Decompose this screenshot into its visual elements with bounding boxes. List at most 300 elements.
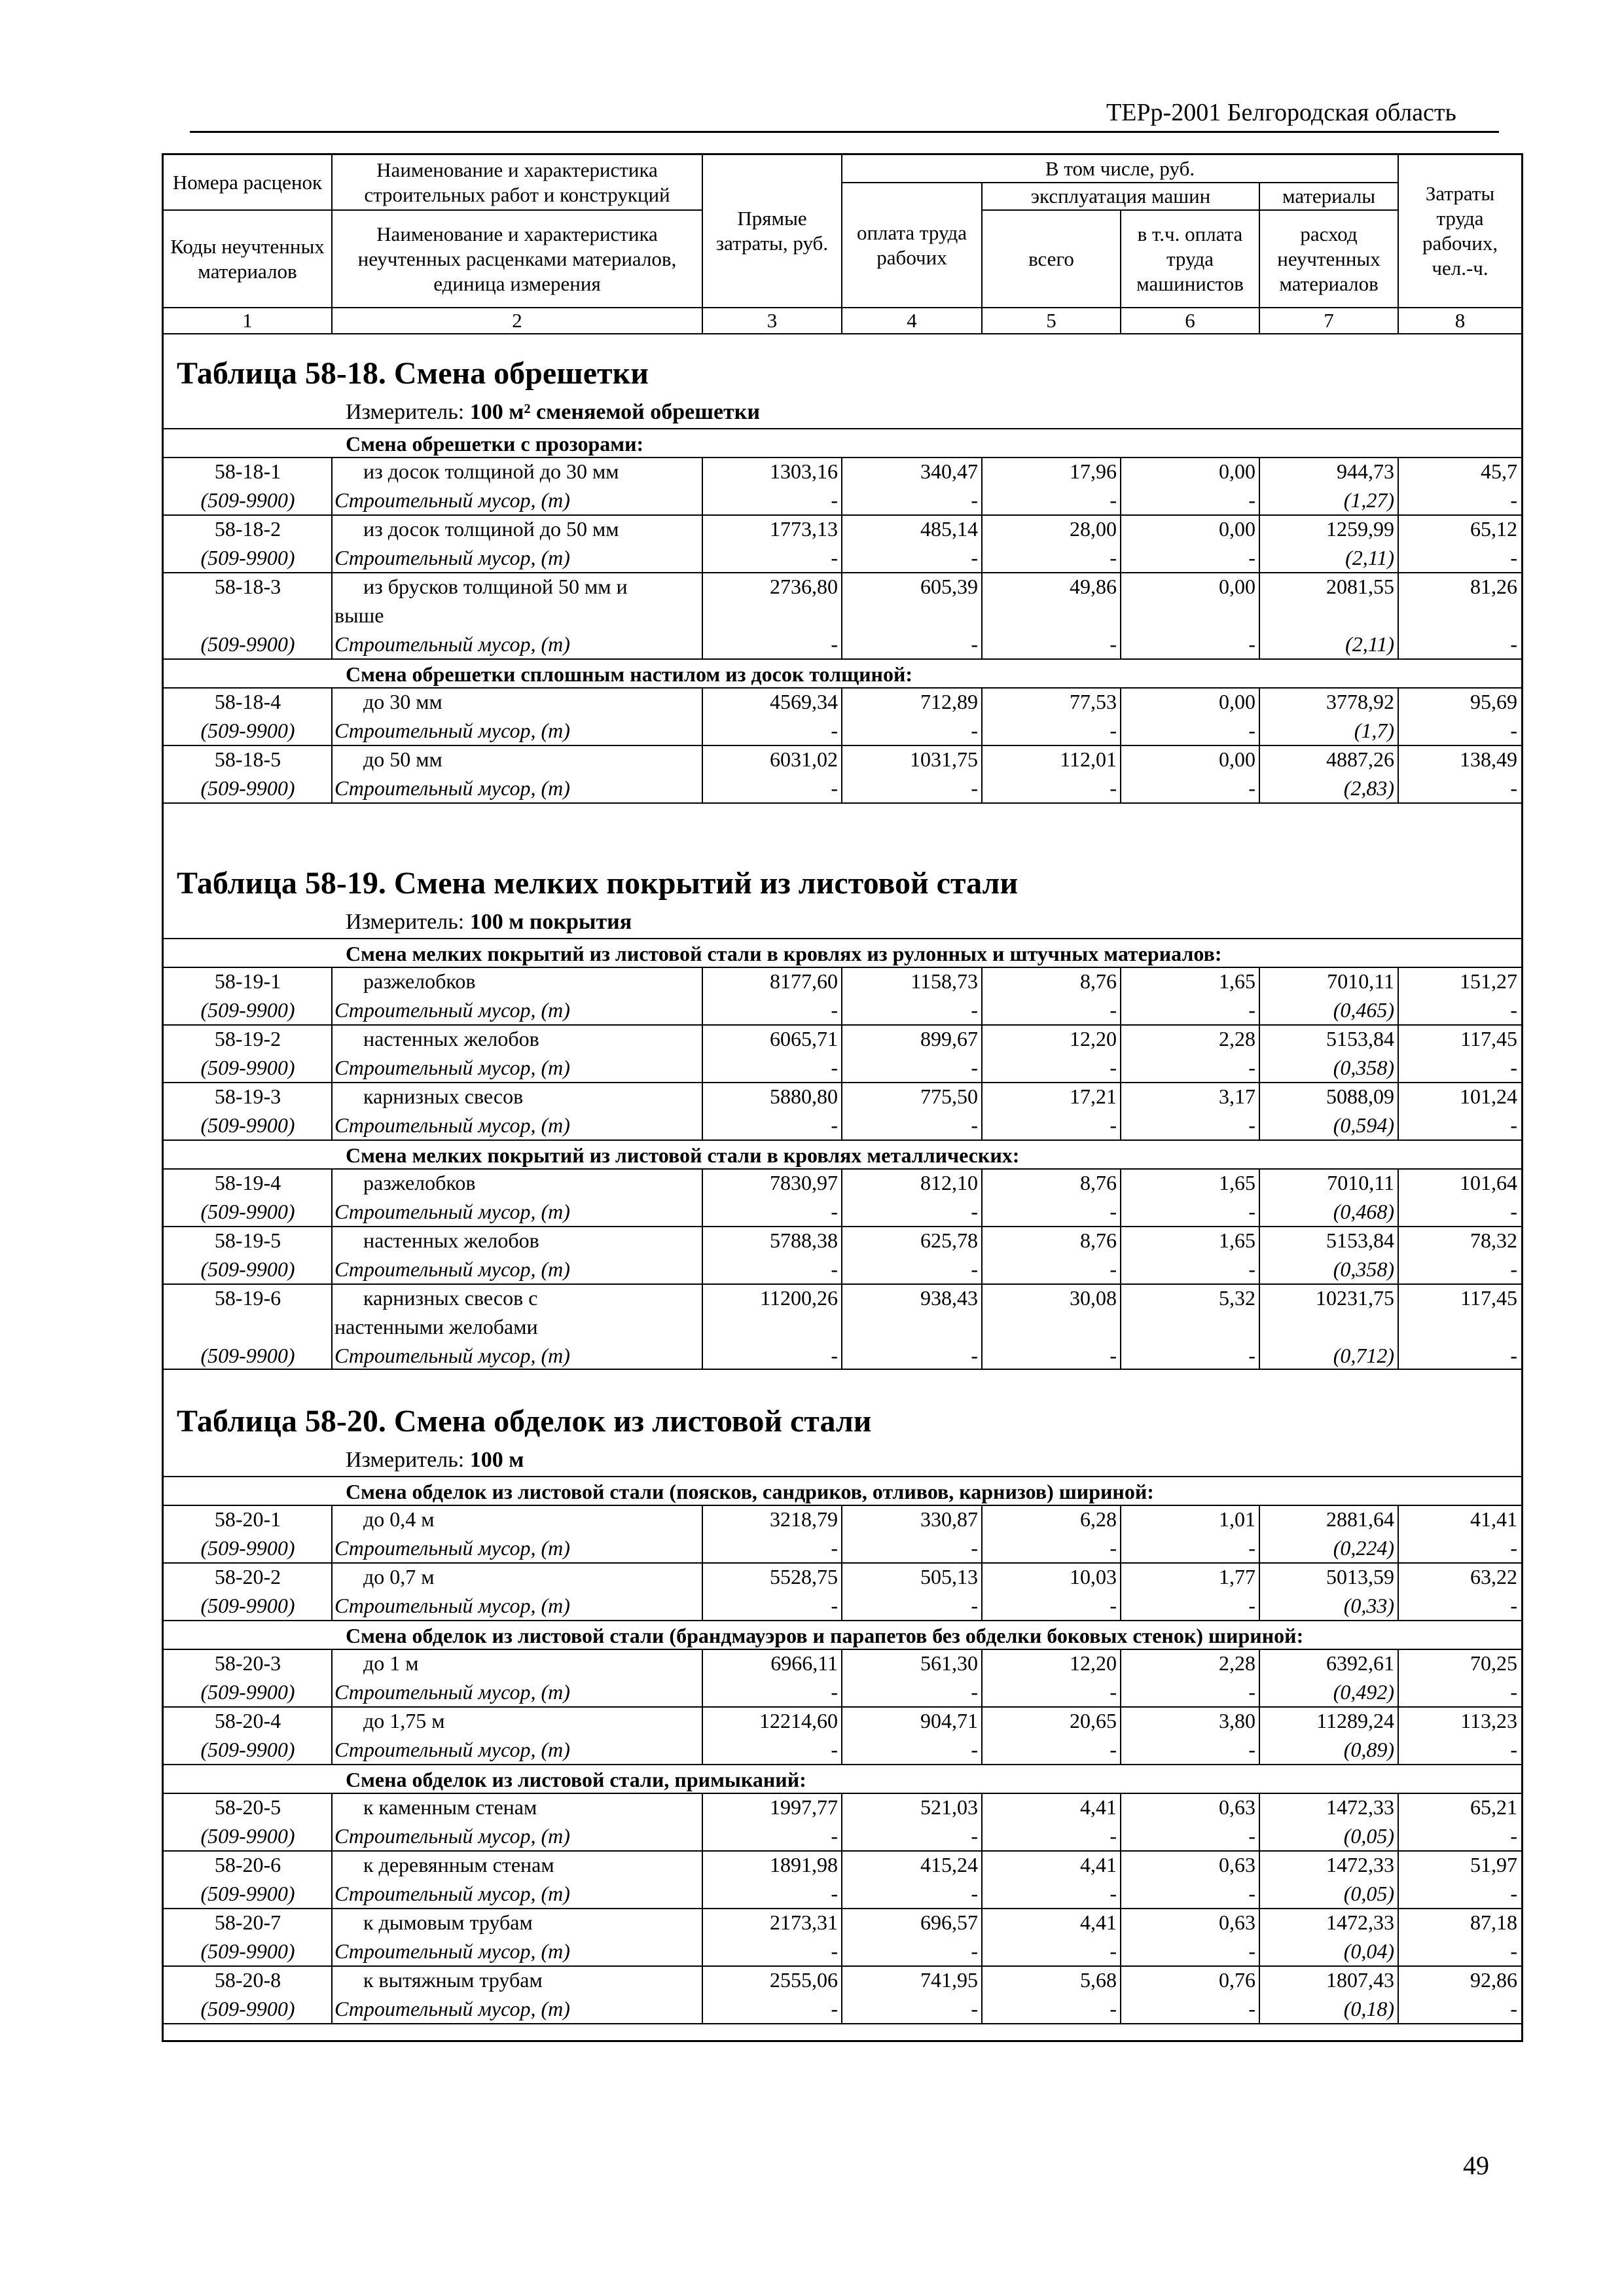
table-cell: к вытяжным трубам (363, 1968, 543, 1992)
column-rule (841, 687, 842, 802)
table-cell: 10,03 (1070, 1565, 1117, 1588)
table-cell: (0,712) (1333, 1344, 1394, 1367)
table-cell: - (1510, 632, 1517, 656)
meter-value: 100 м² сменяемой обрешетки (469, 400, 760, 424)
including-header: В том числе, руб. (842, 155, 1398, 183)
table-cell: Строительный мусор, (т) (334, 1594, 570, 1617)
column-rule (1120, 1505, 1121, 1620)
table-cell: - (1510, 488, 1517, 512)
table-cell: 12214,60 (759, 1709, 838, 1732)
table-cell: - (1248, 1824, 1255, 1848)
table-cell: 2555,06 (770, 1968, 838, 1992)
table-cell: - (1248, 488, 1255, 512)
table-cell: Строительный мусор, (т) (334, 1257, 570, 1281)
col-number: 3 (702, 308, 842, 334)
table-cell: (509-9900) (200, 546, 295, 569)
table-cell: 49,86 (1070, 575, 1117, 598)
table-cell: 5,68 (1080, 1968, 1117, 1992)
table-cell: Строительный мусор, (т) (334, 1738, 570, 1761)
col-number: 8 (1398, 308, 1521, 334)
table-cell: 4,41 (1080, 1795, 1117, 1819)
table-cell: 3,80 (1219, 1709, 1255, 1732)
column-rule (1398, 1505, 1399, 1620)
rates-table (162, 153, 1523, 2042)
column-rule (981, 1168, 983, 1370)
table-cell: 4,41 (1080, 1910, 1117, 1934)
table-cell: 4569,34 (770, 690, 838, 713)
table-cell: Строительный мусор, (т) (334, 1824, 570, 1848)
table-cell: 8,76 (1080, 1171, 1117, 1194)
column-rule (1398, 1168, 1399, 1370)
column-rule (1398, 967, 1399, 1139)
column-rule (1259, 1649, 1260, 1764)
table-cell: 1031,75 (910, 747, 978, 771)
table-cell: - (1110, 719, 1117, 742)
table-cell: - (971, 1882, 978, 1905)
table-cell: - (1110, 1738, 1117, 1761)
column-rule (1259, 1793, 1260, 2023)
table-cell: 485,14 (920, 517, 978, 541)
table-cell: Строительный мусор, (т) (334, 546, 570, 569)
table-cell: Строительный мусор, (т) (334, 1939, 570, 1963)
table-cell: - (1248, 1594, 1255, 1617)
table-cell: - (831, 1939, 838, 1963)
table-cell: 58-18-5 (214, 747, 281, 771)
column-rule (1120, 967, 1121, 1139)
table-cell: - (971, 719, 978, 742)
table-cell: 5013,59 (1326, 1565, 1394, 1588)
column-rule (1398, 457, 1399, 658)
table-cell: - (1110, 488, 1117, 512)
table-cell: - (1110, 776, 1117, 800)
col-number: 6 (1121, 308, 1259, 334)
running-header: ТЕРр-2001 Белгородская область (1106, 99, 1456, 126)
column-rule (1398, 687, 1399, 802)
table-cell: (509-9900) (200, 998, 295, 1022)
table-cell: 0,63 (1219, 1795, 1255, 1819)
table-cell: - (831, 1882, 838, 1905)
table-cell: 944,73 (1337, 459, 1394, 483)
table-cell: - (1510, 1344, 1517, 1367)
table-cell: 0,63 (1219, 1853, 1255, 1876)
table-cell: 58-19-6 (214, 1286, 281, 1310)
table-cell: 58-19-5 (214, 1229, 281, 1252)
table-cell: 1,01 (1219, 1507, 1255, 1531)
table-cell: - (1510, 1738, 1517, 1761)
column-rule (331, 1168, 333, 1370)
table-cell: - (831, 1344, 838, 1367)
column-rule (702, 457, 703, 658)
table-cell: - (1110, 632, 1117, 656)
table-cell: 58-20-6 (214, 1853, 281, 1876)
column-rule (1120, 1649, 1121, 1764)
table-cell: 2173,31 (770, 1910, 838, 1934)
table-cell: - (831, 546, 838, 569)
table-cell: - (831, 1594, 838, 1617)
table-cell: 3218,79 (770, 1507, 838, 1531)
table-cell: - (1110, 1536, 1117, 1560)
table-cell: 3,17 (1219, 1085, 1255, 1108)
table-cell: - (1248, 776, 1255, 800)
table-cell: (1,7) (1354, 719, 1394, 742)
table-cell: 2,28 (1219, 1651, 1255, 1675)
table-cell: - (1510, 776, 1517, 800)
section-title: Смена обрешетки сплошным настилом из досок толщиной: (346, 662, 913, 686)
table-cell: выше (334, 603, 384, 627)
row-rule (164, 2023, 1521, 2024)
table-cell: - (1248, 719, 1255, 742)
table-cell: 1472,33 (1326, 1910, 1394, 1934)
table-cell: 12,20 (1070, 1027, 1117, 1050)
table-cell: - (1248, 1882, 1255, 1905)
table-cell: - (831, 776, 838, 800)
section-title: Смена обделок из листовой стали (брандмауэров и парапетов без обделки боковых стенок) шириной: (346, 1624, 1304, 1647)
table-cell: к дымовым трубам (363, 1910, 533, 1934)
table-cell: 58-19-1 (214, 969, 281, 993)
table-cell: - (1110, 1056, 1117, 1079)
column-rule (1120, 457, 1121, 658)
table-cell: карнизных свесов (363, 1085, 524, 1108)
column-rule (702, 1168, 703, 1370)
table-cell: Строительный мусор, (т) (334, 1113, 570, 1137)
table-cell: - (971, 1738, 978, 1761)
table-cell: 1,77 (1219, 1565, 1255, 1588)
section-title: Смена обрешетки с прозорами: (346, 432, 644, 456)
table-cell: 45,7 (1481, 459, 1517, 483)
table-cell: 101,64 (1460, 1171, 1517, 1194)
table-cell: 8,76 (1080, 1229, 1117, 1252)
column-rule (702, 1505, 703, 1620)
table-cell: - (971, 1824, 978, 1848)
table-cell: 899,67 (920, 1027, 978, 1050)
table-cell: 7830,97 (770, 1171, 838, 1194)
table-cell: (509-9900) (200, 632, 295, 656)
table-meter: Измеритель: 100 м (346, 1448, 524, 1472)
header-rule (190, 131, 1499, 133)
col-number: 5 (982, 308, 1121, 334)
table-cell: Строительный мусор, (т) (334, 776, 570, 800)
table-cell: к деревянным стенам (363, 1853, 554, 1876)
table-cell: 17,96 (1070, 459, 1117, 483)
table-cell: Строительный мусор, (т) (334, 1997, 570, 2020)
table-cell: 117,45 (1460, 1286, 1517, 1310)
table-cell: 41,41 (1470, 1507, 1517, 1531)
column-rule (981, 1505, 983, 1620)
table-cell: 58-18-2 (214, 517, 281, 541)
table-cell: из досок толщиной до 30 мм (363, 459, 619, 483)
table-cell: настенных желобов (363, 1229, 539, 1252)
table-cell: 5153,84 (1326, 1027, 1394, 1050)
table-cell: - (1110, 1594, 1117, 1617)
table-cell: 775,50 (920, 1085, 978, 1108)
table-cell: Строительный мусор, (т) (334, 998, 570, 1022)
table-cell: 5153,84 (1326, 1229, 1394, 1252)
table-cell: 81,26 (1470, 575, 1517, 598)
table-cell: (509-9900) (200, 1344, 295, 1367)
table-cell: 2081,55 (1326, 575, 1394, 598)
column-rule (1120, 687, 1121, 802)
table-cell: 58-20-7 (214, 1910, 281, 1934)
table-meter: Измеритель: 100 м² сменяемой обрешетки (346, 400, 760, 424)
table-cell: 330,87 (920, 1507, 978, 1531)
table-cell: Строительный мусор, (т) (334, 1056, 570, 1079)
table-cell: - (831, 1680, 838, 1704)
column-rule (1259, 1505, 1260, 1620)
column-rule (702, 1649, 703, 1764)
table-cell: 1,65 (1219, 969, 1255, 993)
table-cell: 6065,71 (770, 1027, 838, 1050)
table-cell: - (1110, 1882, 1117, 1905)
col2-header-bottom: Наименование и характеристика неучтенных расценками материалов, единица измерения (332, 210, 702, 308)
column-rule (1120, 1793, 1121, 2023)
table-cell: (0,89) (1343, 1738, 1394, 1761)
table-cell: Строительный мусор, (т) (334, 1200, 570, 1223)
column-rule (841, 967, 842, 1139)
table-cell: 0,00 (1219, 459, 1255, 483)
table-cell: 0,00 (1219, 575, 1255, 598)
table-cell: - (1110, 1344, 1117, 1367)
table-cell: 58-20-5 (214, 1795, 281, 1819)
table-cell: из досок толщиной до 50 мм (363, 517, 619, 541)
column-rule (702, 967, 703, 1139)
column-rule (981, 457, 983, 658)
table-cell: - (1510, 1200, 1517, 1223)
table-cell: 6,28 (1080, 1507, 1117, 1531)
table-cell: - (1110, 998, 1117, 1022)
table-cell: - (831, 719, 838, 742)
table-cell: - (1248, 1536, 1255, 1560)
table-cell: 58-18-1 (214, 459, 281, 483)
table-cell: - (1510, 1056, 1517, 1079)
table-cell: (2,83) (1343, 776, 1394, 800)
table-cell: 4,41 (1080, 1853, 1117, 1876)
table-cell: 58-19-4 (214, 1171, 281, 1194)
table-cell: - (1510, 1997, 1517, 2020)
section-title: Смена обделок из листовой стали, примыканий: (346, 1768, 806, 1791)
table-cell: 138,49 (1460, 747, 1517, 771)
table-cell: - (1510, 1113, 1517, 1137)
table-cell: 712,89 (920, 690, 978, 713)
column-rule (1259, 457, 1260, 658)
page-number: 49 (1463, 2151, 1489, 2180)
table-cell: 95,69 (1470, 690, 1517, 713)
table-cell: 58-20-4 (214, 1709, 281, 1732)
table-cell: 904,71 (920, 1709, 978, 1732)
col-number: 7 (1259, 308, 1398, 334)
table-cell: 1891,98 (770, 1853, 838, 1876)
table-cell: - (1248, 1056, 1255, 1079)
row-rule (164, 1476, 1521, 1477)
table-cell: - (831, 488, 838, 512)
table-cell: 2881,64 (1326, 1507, 1394, 1531)
table-cell: - (1510, 546, 1517, 569)
table-cell: 58-20-3 (214, 1651, 281, 1675)
table-cell: (0,465) (1333, 998, 1394, 1022)
column-rule (1259, 967, 1260, 1139)
meter-value: 100 м покрытия (469, 910, 632, 934)
table-cell: 6392,61 (1326, 1651, 1394, 1675)
table-cell: (509-9900) (200, 1680, 295, 1704)
table-cell: к каменным стенам (363, 1795, 537, 1819)
table-cell: 51,97 (1470, 1853, 1517, 1876)
table-cell: - (1110, 1113, 1117, 1137)
table-cell: 0,00 (1219, 747, 1255, 771)
table-cell: - (1510, 1680, 1517, 1704)
table-cell: - (1248, 1113, 1255, 1137)
table-cell: (0,18) (1343, 1997, 1394, 2020)
column-rule (331, 1505, 333, 1620)
col-number: 1 (164, 308, 332, 334)
table-cell: 58-19-3 (214, 1085, 281, 1108)
table-cell: 87,18 (1470, 1910, 1517, 1934)
table-cell: 58-20-2 (214, 1565, 281, 1588)
table-cell: - (971, 1257, 978, 1281)
table-cell: (509-9900) (200, 1738, 295, 1761)
table-cell: карнизных свесов с (363, 1286, 538, 1310)
table-cell: - (971, 1997, 978, 2020)
table-cell: (0,358) (1333, 1056, 1394, 1079)
column-header-table (164, 155, 1521, 334)
table-cell: - (831, 1997, 838, 2020)
table-cell: разжелобков (363, 969, 476, 993)
column-rule (981, 1649, 983, 1764)
col4-header: оплата труда рабочих (842, 183, 982, 308)
column-rule (1398, 1793, 1399, 2023)
column-rule (331, 967, 333, 1139)
table-cell: 113,23 (1460, 1709, 1517, 1732)
table-cell: до 30 мм (363, 690, 442, 713)
table-cell: 505,13 (920, 1565, 978, 1588)
column-rule (1120, 1168, 1121, 1370)
column-rule (331, 1649, 333, 1764)
table-cell: 696,57 (920, 1910, 978, 1934)
table-cell: - (971, 1344, 978, 1367)
table-cell: (509-9900) (200, 1257, 295, 1281)
table-cell: - (831, 1824, 838, 1848)
table-cell: (509-9900) (200, 1200, 295, 1223)
table-cell: 1472,33 (1326, 1853, 1394, 1876)
table-cell: (509-9900) (200, 1824, 295, 1848)
table-cell: 340,47 (920, 459, 978, 483)
section-title: Смена обделок из листовой стали (поясков, сандриков, отливов, карнизов) шириной: (346, 1480, 1154, 1503)
table-cell: - (1110, 1939, 1117, 1963)
table-cell: 101,24 (1460, 1085, 1517, 1108)
table-cell: - (971, 1113, 978, 1137)
col3-header: Прямые затраты, руб. (702, 155, 842, 308)
table-cell: 2,28 (1219, 1027, 1255, 1050)
table-cell: 58-19-2 (214, 1027, 281, 1050)
table-cell: - (831, 1257, 838, 1281)
table-cell: - (1110, 1257, 1117, 1281)
col8-header: Затраты труда рабочих, чел.-ч. (1398, 155, 1521, 308)
table-cell: 8177,60 (770, 969, 838, 993)
table-cell: 812,10 (920, 1171, 978, 1194)
table-cell: 58-20-1 (214, 1507, 281, 1531)
table-cell: - (971, 632, 978, 656)
table-cell: Строительный мусор, (т) (334, 719, 570, 742)
table-cell: (0,04) (1343, 1939, 1394, 1963)
table-cell: - (1510, 998, 1517, 1022)
column-rule (702, 1793, 703, 2023)
col1-header-top: Номера расценок (164, 155, 332, 210)
table-cell: 6966,11 (770, 1651, 838, 1675)
table-title: Таблица 58-20. Смена обделок из листовой стали (177, 1404, 872, 1439)
table-cell: 7010,11 (1327, 969, 1394, 993)
row-rule (164, 938, 1521, 939)
table-cell: (0,594) (1333, 1113, 1394, 1137)
table-cell: (509-9900) (200, 1939, 295, 1963)
table-cell: 92,86 (1470, 1968, 1517, 1992)
table-cell: (509-9900) (200, 488, 295, 512)
col1-header-bottom: Коды неучтенных материалов (164, 210, 332, 308)
table-cell: настенных желобов (363, 1027, 539, 1050)
table-cell: 0,76 (1219, 1968, 1255, 1992)
col6-header: в т.ч. оплата труда машинистов (1121, 210, 1259, 308)
table-cell: 78,32 (1470, 1229, 1517, 1252)
row-rule (164, 658, 1521, 660)
table-title: Таблица 58-19. Смена мелких покрытий из листовой стали (177, 866, 1019, 901)
table-cell: 5880,80 (770, 1085, 838, 1108)
table-cell: Строительный мусор, (т) (334, 1344, 570, 1367)
table-cell: - (971, 1200, 978, 1223)
col-number: 2 (332, 308, 702, 334)
table-cell: 521,03 (920, 1795, 978, 1819)
machines-header: эксплуатация машин (982, 183, 1259, 210)
section-title: Смена мелких покрытий из листовой стали в кровлях металлических: (346, 1143, 1020, 1167)
table-cell: (2,11) (1345, 546, 1394, 569)
table-cell: 1773,13 (770, 517, 838, 541)
table-cell: - (971, 1056, 978, 1079)
table-cell: 8,76 (1080, 969, 1117, 993)
table-cell: (509-9900) (200, 1113, 295, 1137)
table-cell: 65,21 (1470, 1795, 1517, 1819)
table-cell: 58-18-3 (214, 575, 281, 598)
table-meter: Измеритель: 100 м покрытия (346, 910, 632, 934)
column-rule (331, 687, 333, 802)
table-cell: - (831, 632, 838, 656)
table-cell: 1,65 (1219, 1229, 1255, 1252)
row-rule (164, 1764, 1521, 1765)
section-title: Смена мелких покрытий из листовой стали в кровлях из рулонных и штучных материалов: (346, 942, 1222, 965)
table-cell: до 0,4 м (363, 1507, 435, 1531)
table-cell: - (1248, 1939, 1255, 1963)
table-cell: 28,00 (1070, 517, 1117, 541)
table-cell: 1259,99 (1326, 517, 1394, 541)
table-cell: 0,00 (1219, 690, 1255, 713)
table-cell: 58-18-4 (214, 690, 281, 713)
table-cell: 117,45 (1460, 1027, 1517, 1050)
table-cell: 6031,02 (770, 747, 838, 771)
table-cell: (509-9900) (200, 1536, 295, 1560)
column-rule (331, 457, 333, 658)
table-cell: - (1510, 719, 1517, 742)
table-cell: 112,01 (1060, 747, 1117, 771)
table-cell: - (971, 1939, 978, 1963)
table-cell: - (831, 1738, 838, 1761)
table-cell: 3778,92 (1326, 690, 1394, 713)
table-cell: (0,33) (1343, 1594, 1394, 1617)
row-rule (164, 1369, 1521, 1370)
table-cell: Строительный мусор, (т) (334, 1536, 570, 1560)
table-cell: (509-9900) (200, 719, 295, 742)
table-cell: 741,95 (920, 1968, 978, 1992)
row-rule (164, 1620, 1521, 1621)
table-cell: - (1248, 1997, 1255, 2020)
table-cell: 561,30 (920, 1651, 978, 1675)
table-cell: Строительный мусор, (т) (334, 1882, 570, 1905)
table-cell: - (1248, 1738, 1255, 1761)
column-rule (841, 457, 842, 658)
